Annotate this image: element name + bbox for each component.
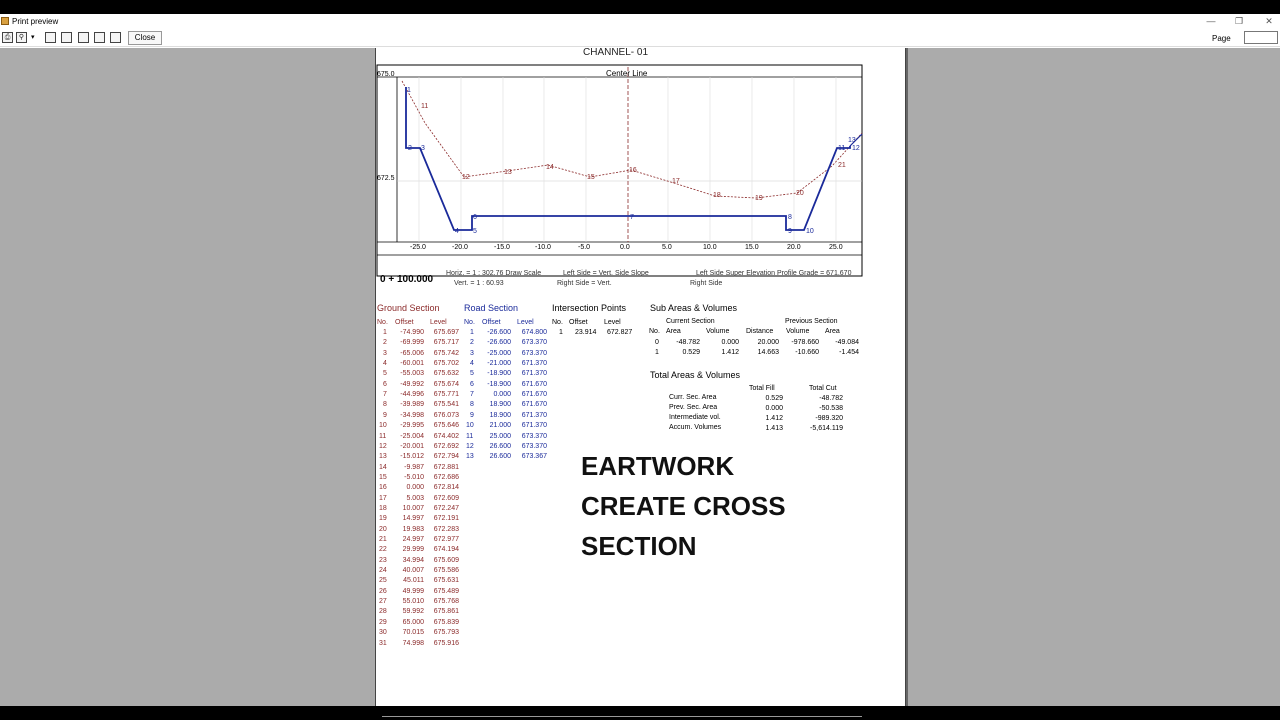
intersection-row-no: 1 [559, 329, 563, 336]
sub-areas-cell: 1 [655, 349, 659, 356]
ground-row-no: 29 [379, 618, 387, 626]
ground-row-level: 675.916 [433, 639, 459, 647]
center-line-label: Center Line [606, 69, 648, 78]
toolbar [0, 29, 1280, 47]
road-row-no: 11 [466, 432, 474, 440]
totals-row-label: Intermediate vol. [669, 414, 721, 421]
sub-areas-cell: 20.000 [757, 339, 779, 346]
report-page [375, 48, 906, 706]
ground-row-offset: -29.995 [400, 422, 424, 430]
sub-areas-cell: 0 [655, 339, 659, 346]
x-tick-label: -20.0 [452, 244, 468, 251]
ground-row-level: 672.283 [433, 525, 459, 533]
road-point-label: 8 [788, 214, 792, 221]
ground-row-level: 672.794 [433, 453, 459, 461]
printer-icon[interactable]: ⎙ [2, 32, 13, 43]
preview-area[interactable] [0, 48, 1280, 706]
ground-row-offset: -5.010 [404, 473, 424, 481]
current-section-label: Current Section [666, 318, 715, 325]
ground-row-offset: 70.015 [402, 629, 424, 637]
x-tick-label: -10.0 [535, 244, 551, 251]
road-section-title: Road Section [464, 303, 519, 313]
ground-point-label: 11 [421, 103, 429, 110]
ground-row-level: 672.814 [433, 484, 459, 492]
left-side-slope: Left Side = Vert. Side Slope [563, 270, 649, 277]
x-tick-label: 25.0 [829, 244, 843, 251]
ground-section-title: Ground Section [377, 303, 440, 313]
ground-row-no: 1 [383, 329, 387, 336]
road-point-label: 5 [473, 228, 477, 235]
ground-row-no: 8 [383, 401, 387, 409]
grid-lines [419, 77, 836, 242]
ground-row-offset: 49.999 [402, 587, 424, 595]
ground-row-no: 10 [379, 422, 387, 430]
road-row-offset: 21.000 [489, 422, 511, 430]
ground-row-level: 675.631 [433, 577, 459, 585]
ground-header-level: Level [430, 319, 447, 326]
ground-row-offset: -74.990 [400, 329, 424, 336]
ground-row-level: 675.742 [433, 349, 459, 357]
x-tick-label: -25.0 [410, 244, 426, 251]
ground-row-level: 675.793 [433, 629, 459, 637]
ground-row-level: 676.073 [433, 411, 459, 419]
ground-row-level: 672.247 [433, 504, 459, 512]
ground-row-level: 675.632 [433, 370, 459, 378]
road-point-label: 10 [806, 228, 814, 235]
road-row-level: 671.370 [521, 360, 547, 368]
road-row-no: 1 [470, 329, 474, 336]
totals-row-cut: -48.782 [819, 395, 843, 402]
road-row-no: 13 [466, 453, 474, 461]
ground-row-no: 21 [379, 536, 387, 543]
ground-row-no: 4 [383, 360, 387, 368]
road-row-no: 7 [470, 391, 474, 399]
ground-row-offset: -65.006 [400, 349, 424, 357]
total-fill-label: Total Fill [749, 385, 775, 392]
ground-row-level: 672.692 [433, 442, 459, 450]
road-point-label: 6 [473, 214, 477, 221]
ground-row-offset: 55.010 [402, 598, 424, 606]
ground-point-label: 20 [796, 190, 804, 197]
ground-row-offset: 29.999 [402, 546, 424, 554]
y-label-672-5: 672.5 [377, 175, 395, 182]
ground-row-level: 675.768 [433, 598, 459, 606]
road-point-label: 2 [408, 145, 412, 152]
ground-row-level: 675.674 [433, 380, 459, 388]
road-row-level: 671.370 [521, 411, 547, 419]
totals-row-fill: 0.529 [765, 395, 783, 402]
road-row-offset: -18.900 [487, 370, 511, 378]
ground-row-level: 672.191 [433, 515, 459, 523]
ground-row-offset: 14.997 [402, 515, 424, 523]
sub-areas-cell: -978.660 [791, 339, 819, 346]
close-icon[interactable]: ✕ [1265, 16, 1273, 26]
ground-row-no: 24 [379, 567, 387, 575]
road-point-label: 9 [788, 228, 792, 235]
road-point-label: 11 [838, 145, 846, 152]
ground-point-label: 18 [713, 192, 721, 199]
three-pages-icon[interactable] [78, 32, 89, 43]
vert-scale: Vert. = 1 : 60.93 [454, 280, 504, 287]
ground-row-no: 5 [383, 370, 387, 378]
window-title: Print preview [12, 17, 59, 26]
sub-areas-cell: -1.454 [839, 349, 859, 356]
road-row-no: 5 [470, 370, 474, 378]
intersection-header-no: No. [552, 319, 563, 326]
ground-row-level: 674.402 [433, 432, 459, 440]
road-row-no: 6 [470, 380, 474, 388]
totals-row-label: Prev. Sec. Area [669, 404, 718, 411]
right-side-label: Right Side [690, 280, 723, 287]
road-row-level: 671.370 [521, 422, 547, 430]
minimize-icon[interactable]: — [1206, 16, 1216, 26]
ground-row-offset: 0.000 [406, 484, 424, 492]
x-tick-label: -5.0 [578, 244, 591, 251]
ground-row-offset: 10.007 [402, 504, 424, 512]
ground-row-offset: -44.996 [400, 391, 424, 399]
ground-row-offset: 19.983 [402, 525, 424, 533]
ground-row-no: 16 [379, 484, 387, 492]
page-shadow [906, 48, 908, 706]
ground-row-level: 675.702 [433, 360, 459, 368]
intersection-header-level: Level [604, 319, 621, 326]
ground-row-offset: 40.007 [402, 567, 424, 575]
sub-areas-cell: 0.000 [721, 339, 739, 346]
ground-row-level: 672.881 [433, 463, 459, 471]
ground-row-no: 22 [379, 546, 387, 554]
print-preview-window [0, 14, 1280, 706]
overlay-heading [581, 446, 786, 566]
ground-row-offset: -9.987 [404, 463, 424, 471]
report-title: CHANNEL- 01 [583, 47, 649, 58]
ground-row-offset: -69.999 [400, 339, 424, 347]
ground-row-no: 23 [379, 556, 387, 564]
ground-row-offset: 45.011 [403, 577, 424, 585]
one-page-icon[interactable] [45, 32, 56, 43]
road-row-level: 671.670 [521, 391, 547, 399]
ground-row-offset: -34.998 [400, 411, 424, 419]
totals-row-fill: 1.412 [765, 415, 783, 422]
road-row-offset: -26.600 [487, 339, 511, 347]
intersection-row-offset: 23.914 [575, 329, 597, 336]
road-row-offset: 18.900 [489, 401, 511, 409]
sub-areas-cell: 1.412 [721, 349, 739, 356]
restore-icon[interactable]: ❐ [1234, 16, 1244, 26]
road-row-offset: -18.900 [487, 380, 511, 388]
six-pages-icon[interactable] [110, 32, 121, 43]
page-bottom-line [382, 716, 862, 717]
ground-row-no: 14 [379, 463, 387, 471]
road-row-offset: -25.000 [487, 349, 511, 357]
road-row-offset: 18.900 [489, 411, 511, 419]
road-row-offset: 26.600 [489, 442, 511, 450]
road-header-level: Level [517, 319, 534, 326]
ground-row-level: 675.489 [433, 587, 459, 595]
road-row-level: 673.370 [521, 349, 547, 357]
zoom-dropdown-chevron-icon[interactable]: ▾ [31, 34, 35, 41]
ground-row-offset: 74.998 [402, 639, 424, 647]
two-pages-icon[interactable] [61, 32, 72, 43]
totals-row-cut: -5,614.119 [810, 425, 843, 432]
ground-row-level: 672.609 [433, 494, 459, 502]
super-elevation-grade: Left Side Super Elevation Profile Grade = 671.670 [696, 270, 852, 277]
x-tick-label: 0.0 [620, 244, 630, 251]
road-row-offset: 26.600 [489, 453, 511, 461]
ground-row-offset: -49.992 [400, 380, 424, 388]
ground-row-offset: -39.989 [400, 401, 424, 409]
ground-row-no: 13 [379, 453, 387, 461]
ground-row-offset: -60.001 [400, 360, 424, 368]
four-pages-icon[interactable] [94, 32, 105, 43]
ground-row-level: 675.839 [433, 618, 459, 626]
ground-row-offset: 59.992 [402, 608, 424, 616]
chainage-label: 0 + 100.000 [380, 274, 434, 285]
page-label: Page [1212, 34, 1231, 43]
sub-areas-cell: 0.529 [682, 349, 700, 356]
intersection-title: Intersection Points [552, 303, 627, 313]
intersection-row-level: 672.827 [607, 329, 633, 336]
ground-row-offset: 5.003 [406, 494, 424, 502]
ground-row-no: 25 [379, 577, 387, 585]
road-point-label: 13 [848, 137, 856, 144]
road-row-no: 2 [470, 339, 474, 347]
close-button[interactable]: Close [128, 31, 162, 45]
ground-header-no: No. [377, 319, 388, 326]
road-row-level: 673.370 [521, 442, 547, 450]
totals-row-cut: -989.320 [815, 415, 843, 422]
sub-header-volume: Volume [706, 328, 730, 335]
ground-row-level: 675.697 [433, 329, 459, 336]
ground-row-no: 20 [379, 525, 387, 533]
x-tick-label: 15.0 [745, 244, 759, 251]
road-row-level: 673.370 [521, 339, 547, 347]
road-row-level: 674.800 [521, 329, 547, 336]
ground-row-offset: -25.004 [400, 432, 424, 440]
road-row-no: 8 [470, 401, 474, 409]
road-row-level: 671.670 [521, 401, 547, 409]
y-label-675: 675.0 [377, 71, 395, 78]
totals-row-label: Accum. Volumes [669, 424, 722, 431]
ground-row-no: 19 [379, 515, 387, 523]
overlay-line-3: SECTION [581, 531, 697, 561]
title-bar [0, 14, 1280, 29]
zoom-icon[interactable]: ⚲ [16, 32, 27, 43]
road-row-no: 4 [470, 360, 474, 368]
previous-section-label: Previous Section [785, 318, 838, 325]
ground-row-level: 675.646 [433, 422, 459, 430]
ground-point-label: 19 [755, 195, 763, 202]
ground-row-no: 30 [379, 629, 387, 637]
ground-row-no: 11 [379, 432, 387, 440]
sub-header-prev-area: Area [825, 328, 840, 335]
ground-row-level: 675.771 [433, 391, 459, 399]
road-row-no: 12 [466, 442, 474, 450]
ground-row-offset: -20.001 [400, 442, 424, 450]
totals-row-fill: 0.000 [765, 405, 783, 412]
sub-header-no: No. [649, 328, 660, 335]
ground-row-no: 26 [379, 587, 387, 595]
ground-row-level: 672.686 [433, 473, 459, 481]
road-point-label: 1 [407, 87, 411, 94]
overlay-line-1: EARTWORK [581, 451, 735, 481]
road-header-no: No. [464, 319, 475, 326]
ground-row-level: 674.194 [433, 546, 459, 554]
road-row-no: 9 [470, 411, 474, 419]
road-point-label: 12 [852, 145, 860, 152]
sub-areas-title: Sub Areas & Volumes [650, 303, 738, 313]
ground-row-offset: 34.994 [402, 556, 424, 564]
ground-point-label: 13 [504, 169, 512, 176]
sub-header-distance: Distance [746, 328, 774, 335]
sub-areas-cell: -49.084 [835, 339, 859, 346]
ground-row-no: 27 [379, 598, 387, 606]
horiz-scale: Horiz. = 1 : 302.76 Draw Scale [446, 270, 542, 277]
sub-header-prev-volume: Volume [786, 328, 810, 335]
road-header-offset: Offset [482, 319, 501, 326]
overlay-line-2: CREATE CROSS [581, 491, 786, 521]
x-tick-label: 20.0 [787, 244, 801, 251]
x-tick-label: 5.0 [662, 244, 672, 251]
ground-row-no: 15 [379, 473, 387, 481]
totals-row-label: Curr. Sec. Area [669, 394, 717, 401]
x-tick-label: -15.0 [494, 244, 510, 251]
ground-row-no: 31 [379, 639, 387, 647]
road-point-label: 3 [421, 145, 425, 152]
road-row-no: 10 [466, 422, 474, 430]
sub-areas-cell: 14.663 [757, 349, 779, 356]
total-cut-label: Total Cut [809, 385, 837, 392]
ground-row-no: 12 [379, 442, 387, 450]
ground-header-offset: Offset [395, 319, 414, 326]
totals-row-cut: -50.538 [819, 405, 843, 412]
ground-row-no: 18 [379, 504, 387, 512]
totals-row-fill: 1.413 [765, 425, 783, 432]
road-row-no: 3 [470, 349, 474, 357]
road-row-level: 673.370 [521, 432, 547, 440]
sub-header-area: Area [666, 328, 681, 335]
ground-point-label: 12 [462, 174, 470, 181]
road-row-offset: 25.000 [489, 432, 511, 440]
page-number-input[interactable] [1244, 31, 1278, 44]
ground-row-no: 6 [383, 380, 387, 388]
ground-row-level: 675.609 [433, 556, 459, 564]
totals-title: Total Areas & Volumes [650, 370, 741, 380]
road-row-level: 673.367 [521, 453, 547, 461]
right-side-slope: Right Side = Vert. [557, 280, 612, 287]
ground-row-level: 675.861 [433, 608, 459, 616]
road-point-label: 4 [455, 228, 459, 235]
ground-point-label: 21 [838, 162, 846, 169]
road-point-label: 7 [630, 214, 634, 221]
ground-row-level: 675.541 [433, 401, 459, 409]
x-tick-label: 10.0 [703, 244, 717, 251]
ground-row-offset: 24.997 [402, 536, 424, 543]
ground-row-no: 3 [383, 349, 387, 357]
app-icon [1, 17, 9, 25]
ground-point-label: 14 [546, 164, 554, 171]
ground-point-label: 15 [587, 174, 595, 181]
road-row-offset: -26.600 [487, 329, 511, 336]
sub-areas-cell: -10.660 [795, 349, 819, 356]
ground-row-no: 17 [379, 494, 387, 502]
ground-row-offset: -55.003 [400, 370, 424, 378]
ground-row-no: 7 [383, 391, 387, 399]
road-row-level: 671.670 [521, 380, 547, 388]
ground-row-level: 675.586 [433, 567, 459, 575]
ground-row-offset: 65.000 [402, 618, 424, 626]
road-row-level: 671.370 [521, 370, 547, 378]
ground-row-no: 9 [383, 411, 387, 419]
ground-row-offset: -15.012 [400, 453, 424, 461]
ground-row-no: 28 [379, 608, 387, 616]
ground-point-label: 16 [629, 167, 637, 174]
road-row-offset: -21.000 [487, 360, 511, 368]
ground-row-level: 675.717 [433, 339, 459, 347]
road-row-offset: 0.000 [493, 391, 511, 399]
sub-areas-cell: -48.782 [676, 339, 700, 346]
intersection-header-offset: Offset [569, 319, 588, 326]
ground-row-no: 2 [383, 339, 387, 347]
ground-row-level: 672.977 [433, 536, 459, 543]
ground-profile-line [402, 81, 862, 198]
ground-point-label: 17 [672, 178, 680, 185]
